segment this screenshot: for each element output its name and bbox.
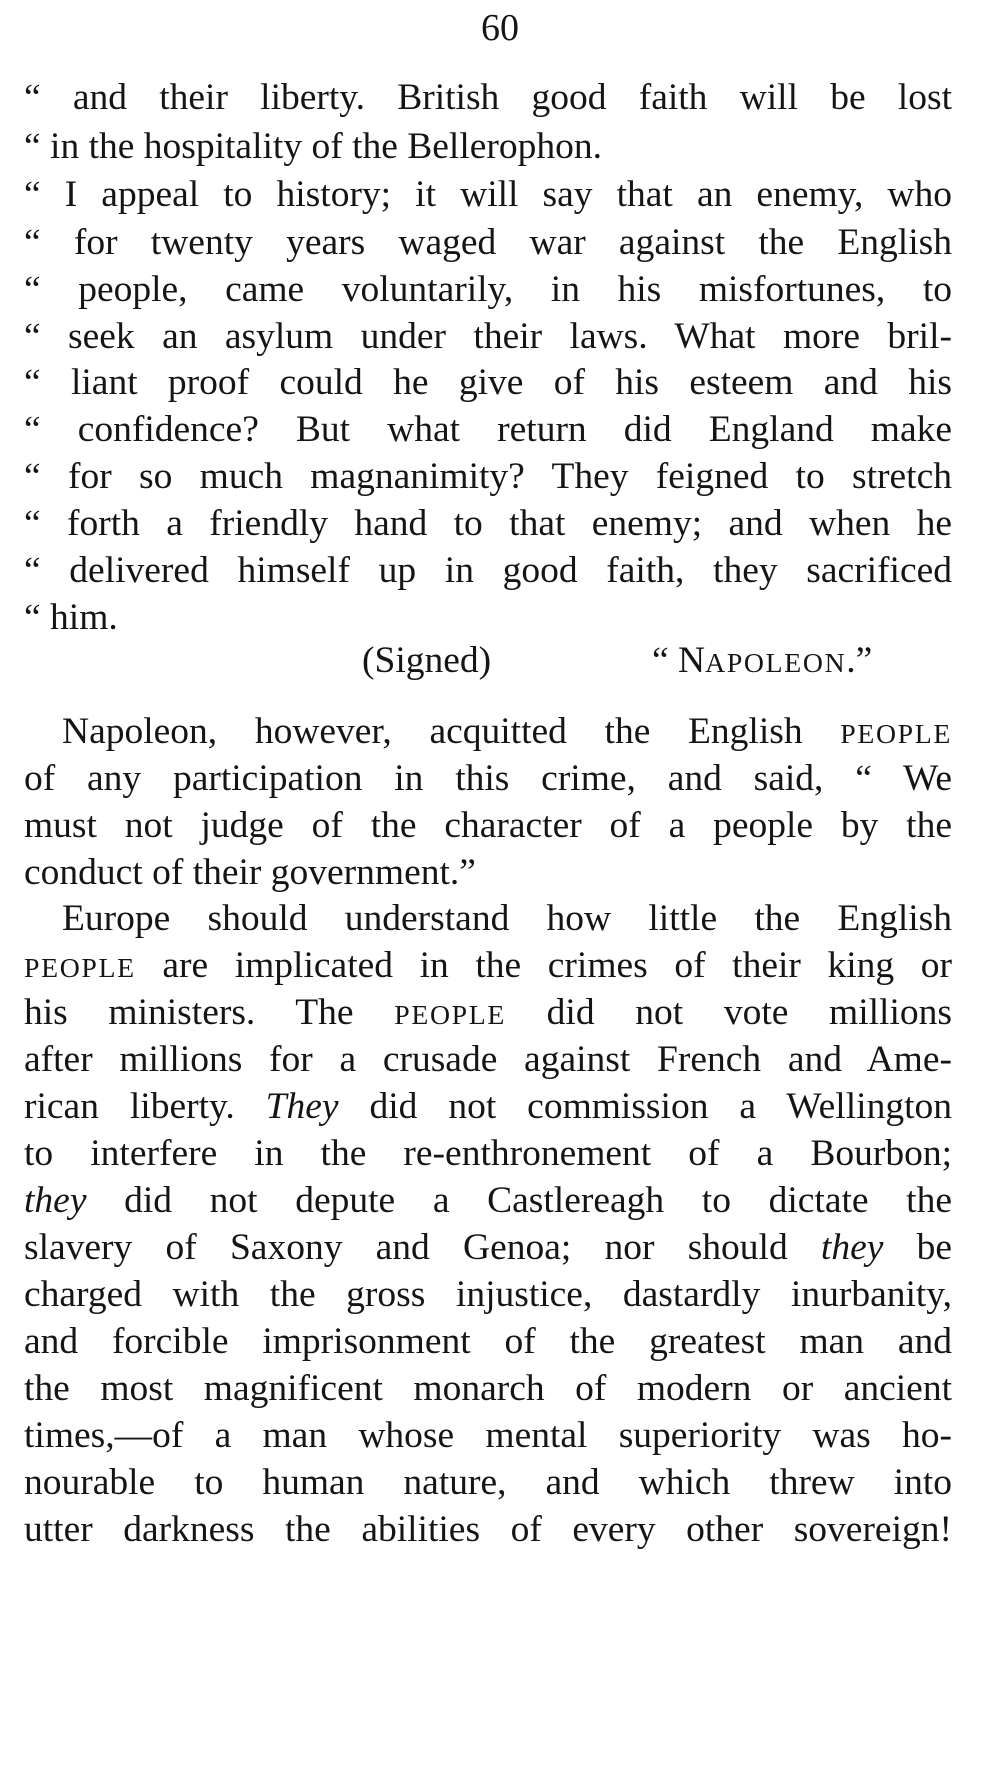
paragraph-line: utter darkness the abilities of every other sovereign! xyxy=(24,1509,952,1550)
paragraph-line: PEOPLE are implicated in the crimes of their king or xyxy=(24,945,952,986)
paragraph-line: must not judge of the character of a people by the xyxy=(24,805,952,846)
paragraph-line: conduct of their government.” xyxy=(24,852,476,893)
paragraph-line: and forcible imprisonment of the greatest man and xyxy=(24,1321,952,1362)
letter-line: “ people, came voluntarily, in his misfortunes, to xyxy=(24,269,952,310)
letter-line: “ in the hospitality of the Bellerophon. xyxy=(24,126,603,167)
signed-label: (Signed) xyxy=(362,640,492,681)
paragraph-line: his ministers. The PEOPLE did not vote millions xyxy=(24,992,952,1033)
paragraph-line: slavery of Saxony and Genoa; nor should they be xyxy=(24,1227,952,1268)
letter-line: “ delivered himself up in good faith, they sacrificed xyxy=(24,550,952,591)
paragraph-line: to interfere in the re-enthronement of a Bourbon; xyxy=(24,1133,952,1174)
paragraph-line: rican liberty. They did not commission a Wellington xyxy=(24,1086,952,1127)
letter-line: “ forth a friendly hand to that enemy; and when he xyxy=(24,503,952,544)
letter-line: “ him. xyxy=(24,597,118,638)
paragraph-line: Napoleon, however, acquitted the English PEOPLE xyxy=(62,711,952,752)
letter-line: “ for so much magnanimity? They feigned to stretch xyxy=(24,456,952,497)
signature-block xyxy=(0,635,1000,687)
paragraph-line: of any participation in this crime, and said, “ We xyxy=(24,758,952,799)
letter-line: “ I appeal to history; it will say that an enemy, who xyxy=(24,174,952,215)
letter-line: “ for twenty years waged war against the English xyxy=(24,222,952,263)
letter-line: “ seek an asylum under their laws. What more bril- xyxy=(24,316,952,357)
paragraph-line: times,—of a man whose mental superiority was ho- xyxy=(24,1415,952,1456)
paragraph-line: charged with the gross injustice, dastardly inurbanity, xyxy=(24,1274,952,1315)
paragraph-line: the most magnificent monarch of modern or ancient xyxy=(24,1368,952,1409)
letter-line: “ confidence? But what return did England make xyxy=(24,409,952,450)
paragraph-line: they did not depute a Castlereagh to dictate the xyxy=(24,1180,952,1221)
paragraph-line: nourable to human nature, and which threw into xyxy=(24,1462,952,1503)
paragraph-line: after millions for a crusade against French and Ame- xyxy=(24,1039,952,1080)
letter-line: “ liant proof could he give of his esteem and his xyxy=(24,362,952,403)
letter-line: “ and their liberty. British good faith will be lost xyxy=(24,77,952,118)
page-number: 60 xyxy=(481,7,519,49)
signature-name: “ NAPOLEON.” xyxy=(652,640,873,681)
paragraph-line: Europe should understand how little the English xyxy=(62,898,952,939)
